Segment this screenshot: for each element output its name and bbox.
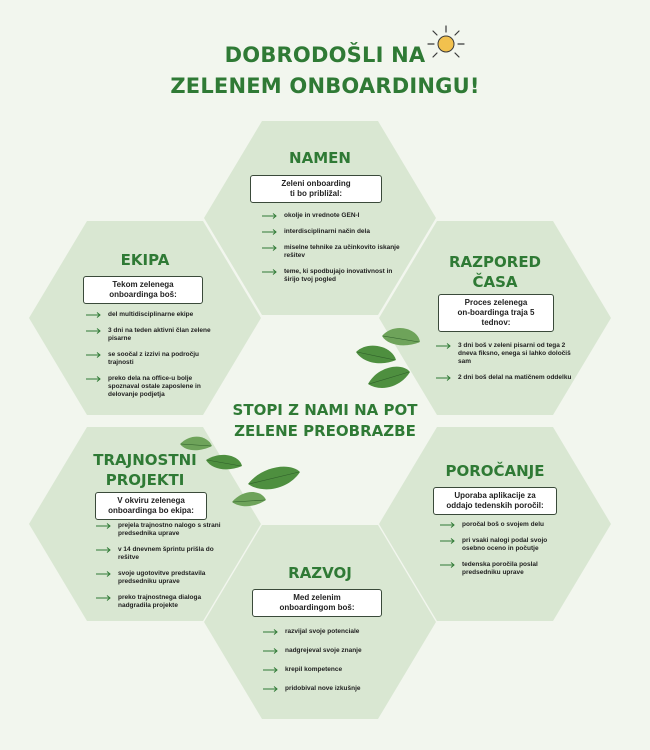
arrow-right-icon	[262, 213, 278, 219]
list-item: v 14 dnevnem šprintu prišla do rešitve	[96, 546, 226, 562]
list-item: pridobival nove izkušnje	[263, 685, 403, 693]
arrow-right-icon	[263, 648, 279, 654]
arrow-right-icon	[262, 269, 278, 275]
list-item: prejela trajnostno nalogo s strani predsednika uprave	[96, 522, 226, 538]
center-title-line2: ZELENE PREOBRAZBE	[234, 422, 416, 440]
page-title	[150, 40, 500, 102]
razpored-title	[440, 252, 550, 292]
arrow-right-icon	[96, 571, 112, 577]
center-title	[200, 400, 450, 442]
razvoj-box-line1: Med zelenim	[293, 593, 341, 602]
arrow-right-icon	[262, 229, 278, 235]
list-item: poročal boš o svojem delu	[440, 521, 570, 529]
list-item: pri vsaki nalogi podal svojo osebno oceno in počutje	[440, 537, 570, 553]
razpored-box-line2: on-boardinga traja 5	[457, 308, 535, 317]
arrow-right-icon	[263, 686, 279, 692]
arrow-right-icon	[96, 523, 112, 529]
trajnostni-list	[96, 522, 226, 618]
trajnostni-box-line2: onboardinga bo ekipa:	[108, 506, 194, 515]
list-item: se soočal z izzivi na področju trajnosti	[86, 351, 224, 367]
list-item: del multidisciplinarne ekipe	[86, 311, 224, 319]
razvoj-box	[252, 589, 382, 617]
ekipa-box	[83, 276, 203, 304]
namen-title: NAMEN	[289, 149, 351, 167]
razvoj-list	[263, 628, 403, 704]
porocanje-box	[433, 487, 557, 515]
arrow-right-icon	[86, 328, 102, 334]
page-title-line2: ZELENEM ONBOARDINGU!	[170, 74, 480, 98]
ekipa-title: EKIPA	[120, 251, 170, 269]
razpored-box-line3: tednov:	[481, 318, 511, 327]
list-item: 2 dni boš delal na matičnem oddelku	[436, 374, 574, 382]
namen-box	[250, 175, 382, 203]
arrow-right-icon	[262, 245, 278, 251]
list-item: razvijal svoje potenciale	[263, 628, 403, 636]
razpored-box-line1: Proces zelenega	[464, 298, 528, 307]
page-title-line1: DOBRODOŠLI NA	[224, 43, 426, 67]
list-item: miselne tehnike za učinkovito iskanje rešitev	[262, 244, 407, 260]
list-item: preko dela na office-u bolje spoznaval ostale zaposlene in delovanje podjetja	[86, 375, 224, 399]
list-item: 3 dni na teden aktivni član zelene pisarne	[86, 327, 224, 343]
arrow-right-icon	[96, 595, 112, 601]
center-title-line1: STOPI Z NAMI NA POT	[232, 401, 418, 419]
arrow-right-icon	[96, 547, 112, 553]
trajnostni-box	[95, 492, 207, 520]
list-item: nadgrejeval svoje znanje	[263, 647, 403, 655]
ekipa-box-line2: onboardinga boš:	[109, 290, 177, 299]
arrow-right-icon	[86, 376, 102, 382]
list-item: preko trajnostnega dialoga nadgradila projekte	[96, 594, 226, 610]
razpored-list	[436, 342, 574, 390]
ekipa-list	[86, 311, 224, 407]
porocanje-box-line1: Uporaba aplikacije za	[454, 491, 536, 500]
porocanje-list	[440, 521, 570, 585]
list-item: okolje in vrednote GEN-I	[262, 212, 407, 220]
list-item: krepil kompetence	[263, 666, 403, 674]
ekipa-box-line1: Tekom zelenega	[112, 280, 174, 289]
trajnostni-title	[85, 450, 205, 490]
arrow-right-icon	[263, 667, 279, 673]
namen-list	[262, 212, 407, 292]
arrow-right-icon	[436, 375, 452, 381]
namen-box-line2: ti bo približal:	[290, 189, 342, 198]
arrow-right-icon	[440, 562, 456, 568]
arrow-right-icon	[436, 343, 452, 349]
arrow-right-icon	[440, 538, 456, 544]
list-item: tedenska poročila poslal predsedniku uprave	[440, 561, 570, 577]
arrow-right-icon	[86, 312, 102, 318]
razpored-title-line2: ČASA	[472, 273, 518, 291]
list-item: interdisciplinarni način dela	[262, 228, 407, 236]
porocanje-title: POROČANJE	[445, 462, 545, 480]
list-item: svoje ugotovitve predstavila predsedniku uprave	[96, 570, 226, 586]
porocanje-box-line2: oddajo tedenskih poročil:	[446, 501, 544, 510]
razpored-box	[438, 294, 554, 332]
razvoj-box-line2: onboardingom boš:	[279, 603, 355, 612]
namen-box-line1: Zeleni onboarding	[281, 179, 351, 188]
arrow-right-icon	[263, 629, 279, 635]
trajnostni-title-line1: TRAJNOSTNI	[93, 451, 197, 469]
trajnostni-box-line1: V okviru zelenega	[117, 496, 185, 505]
list-item: 3 dni boš v zeleni pisarni od tega 2 dneva fiksno, enega si lahko določiš sam	[436, 342, 574, 366]
arrow-right-icon	[86, 352, 102, 358]
razvoj-title: RAZVOJ	[288, 564, 352, 582]
razpored-title-line1: RAZPORED	[448, 253, 542, 271]
trajnostni-title-line2: PROJEKTI	[105, 471, 185, 489]
list-item: teme, ki spodbujajo inovativnost in širijo tvoj pogled	[262, 268, 407, 284]
arrow-right-icon	[440, 522, 456, 528]
